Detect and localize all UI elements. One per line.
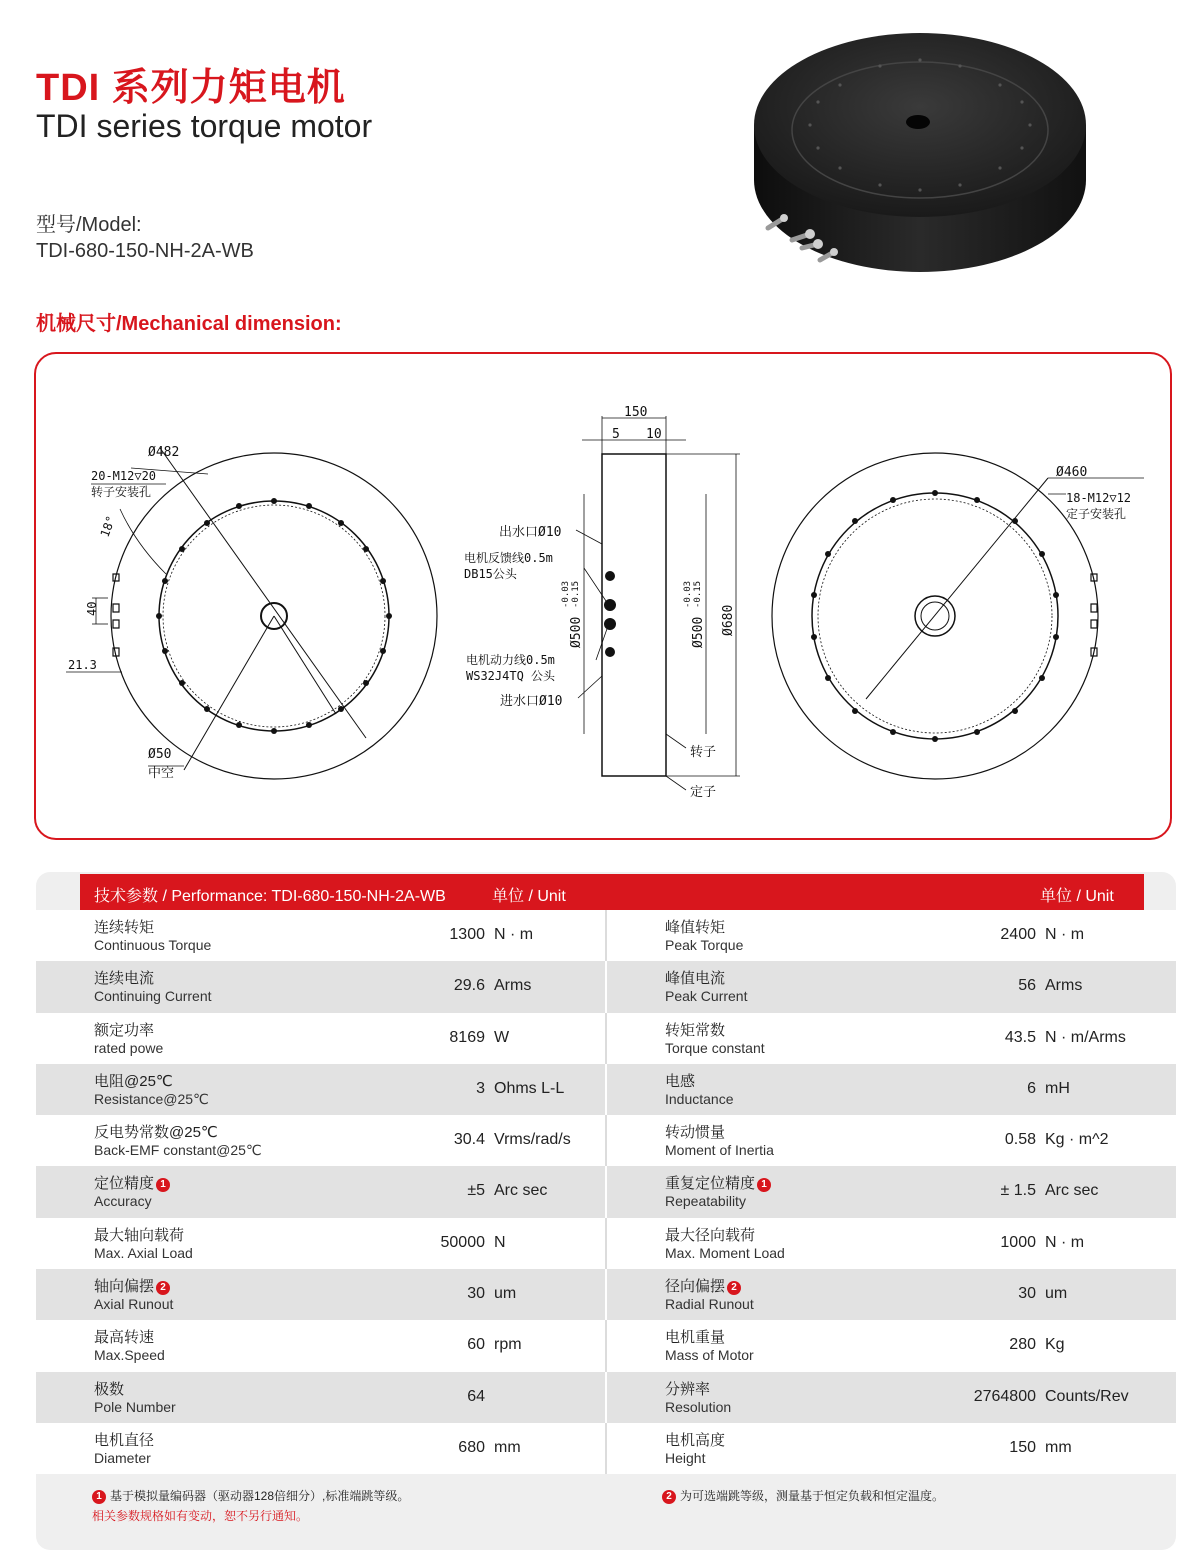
spec-label-cn (94, 1070, 173, 1091)
performance-header (80, 874, 1144, 910)
spec-value: 64 (467, 1387, 485, 1405)
spec-label-cn (665, 1224, 755, 1245)
spec-label-en: Pole Number (94, 1398, 176, 1415)
side-dia-680: Ø680 (721, 604, 736, 636)
spec-label-cn-text: 电机高度 (665, 1431, 726, 1449)
footnote-marker: 1 (757, 1178, 771, 1192)
spec-unit: rpm (494, 1336, 522, 1354)
spec-value: ± 1.5 (1000, 1182, 1036, 1200)
spec-label-cn-text: 极数 (94, 1380, 125, 1398)
table-row (36, 961, 1176, 1012)
spec-unit: mm (494, 1438, 521, 1456)
spec-label-cn-text: 最大径向载荷 (665, 1226, 756, 1244)
spec-cell-right (607, 1269, 1176, 1320)
back-outer-dia: Ø460 (1056, 465, 1088, 480)
spec-label-cn-text: 电机重量 (665, 1329, 726, 1347)
spec-label-cn-text: 峰值电流 (665, 970, 726, 988)
spec-label-cn-text: 峰值转矩 (665, 919, 726, 936)
spec-label-en: Height (665, 1449, 706, 1466)
spec-cell-right (607, 1013, 1176, 1064)
spec-cell-right (607, 1115, 1176, 1166)
stator-holes-label: 定子安装孔 (1066, 507, 1127, 521)
spec-cell-right (607, 1064, 1176, 1115)
spec-label-cn (94, 1378, 124, 1399)
spec-unit: Counts/Rev (1045, 1387, 1129, 1405)
spec-unit: Arms (494, 977, 532, 995)
spec-label-en: Max.Speed (94, 1347, 165, 1364)
rotor-holes-label: 转子安装孔 (91, 485, 152, 499)
spec-value: 30 (467, 1285, 485, 1303)
side-dim-5: 5 (612, 427, 620, 442)
spec-label-cn (665, 1429, 725, 1450)
spec-label-en: Diameter (94, 1449, 151, 1466)
spec-value: 30.4 (453, 1131, 485, 1149)
water-in-label: 进水口Ø10 (500, 694, 563, 709)
spec-value: 29.6 (453, 977, 485, 995)
table-row (36, 1320, 1176, 1371)
spec-cell-left (36, 1423, 605, 1474)
spec-label-cn-text: 电阻@25℃ (94, 1072, 173, 1090)
spec-value: 150 (1009, 1438, 1036, 1456)
side-dim-10: 10 (646, 427, 662, 442)
spec-label-en: Moment of Inertia (665, 1142, 774, 1159)
spec-unit: W (494, 1028, 510, 1046)
spec-value: 1000 (1000, 1233, 1036, 1251)
spec-unit: N · m (494, 926, 534, 943)
spec-unit: Kg · m^2 (1045, 1131, 1109, 1149)
side-dia-500-left: Ø500 (569, 616, 584, 648)
rotor-holes-spec: 20-M12▽20 (91, 469, 157, 483)
spec-value: 680 (458, 1438, 485, 1456)
spec-value: 6 (1027, 1079, 1036, 1097)
footnote-marker: 1 (156, 1178, 170, 1192)
mechanical-dimension-title: 机械尺寸/Mechanical dimension: (36, 313, 342, 335)
spec-label-cn-text: 分辨率 (665, 1380, 711, 1398)
spec-value: 8169 (449, 1028, 485, 1046)
spec-unit: mH (1045, 1079, 1070, 1097)
table-row (36, 1013, 1176, 1064)
spec-label-en: Torque constant (665, 1039, 765, 1056)
table-row (36, 1064, 1176, 1115)
spec-cell-left (36, 1320, 605, 1371)
table-row (36, 1423, 1176, 1474)
spec-cell-left (36, 1166, 605, 1217)
spec-unit: Arms (1045, 977, 1083, 995)
footnote-1-text: 基于模拟量编码器（驱动器128倍细分）,标准端跳等级。 (110, 1489, 410, 1503)
spec-value: 2764800 (973, 1387, 1036, 1405)
spec-value: 1300 (449, 926, 485, 943)
spec-cell-left (36, 961, 605, 1012)
spec-label-cn (94, 916, 154, 937)
spec-unit: N · m (1045, 926, 1085, 943)
spec-label-cn-text: 额定功率 (94, 1021, 155, 1039)
spec-cell-left (36, 1218, 605, 1269)
spec-label-cn (94, 1429, 154, 1450)
page-title: TDI 系列力矩电机 (36, 67, 346, 109)
spec-unit: Kg (1045, 1336, 1065, 1354)
spec-unit: Arc sec (494, 1182, 548, 1200)
spec-cell-right (607, 1372, 1176, 1423)
spec-cell-right (607, 961, 1176, 1012)
spec-label-cn (665, 967, 725, 988)
front-dim-40: 40 (85, 601, 99, 616)
spec-label-cn (665, 1121, 725, 1142)
side-tol-lower-right: -0.15 (693, 580, 703, 608)
spec-value: 0.58 (1004, 1131, 1036, 1149)
feedback-line-label: 电机反馈线0.5m (464, 551, 553, 565)
spec-label-en: Peak Current (665, 988, 748, 1005)
spec-label-cn-text: 定位精度 (94, 1175, 155, 1193)
spec-label-cn (94, 1275, 170, 1296)
spec-cell-left (36, 1269, 605, 1320)
side-view-connectors (604, 571, 616, 657)
spec-unit: mm (1045, 1438, 1072, 1456)
front-outer-dia: Ø482 (148, 445, 180, 460)
spec-label-cn (94, 1172, 170, 1193)
spec-label-cn (94, 1019, 154, 1040)
spec-unit: Ohms L-L (494, 1079, 565, 1097)
spec-value: 60 (467, 1336, 485, 1354)
spec-cell-right (607, 1166, 1176, 1217)
bore-dia: Ø50 (148, 747, 172, 762)
spec-label-cn (94, 967, 154, 988)
feedback-connector-label: DB15公头 (464, 567, 517, 581)
footnote-2 (662, 1487, 944, 1504)
table-row (36, 1115, 1176, 1166)
table-row (36, 1166, 1176, 1217)
spec-label-en: Continuing Current (94, 988, 212, 1005)
spec-cell-right (607, 1423, 1176, 1474)
spec-label-cn-text: 轴向偏摆 (94, 1278, 155, 1296)
unit-header-right: 单位 / Unit (1040, 888, 1114, 905)
water-out-label: 出水口Ø10 (499, 525, 562, 540)
footnote-1 (92, 1487, 409, 1504)
spec-label-cn (94, 1326, 154, 1347)
spec-value: 280 (1009, 1336, 1036, 1354)
side-dia-500-right: Ø500 (691, 616, 706, 648)
spec-cell-left (36, 1064, 605, 1115)
spec-cell-left (36, 910, 605, 961)
footnote-2-text: 为可选端跳等级，测量基于恒定负载和恒定温度。 (680, 1489, 945, 1503)
performance-title: 技术参数 / Performance: TDI-680-150-NH-2A-WB (94, 888, 446, 905)
spec-cell-right (607, 1320, 1176, 1371)
bore-label: 中空 (148, 766, 175, 781)
spec-label-cn-text: 径向偏摆 (665, 1278, 726, 1296)
spec-label-cn (665, 916, 725, 937)
spec-table (36, 910, 1176, 1474)
spec-unit: um (1045, 1285, 1068, 1303)
model-label: 型号/Model: (36, 214, 142, 236)
table-row (36, 1269, 1176, 1320)
spec-label-cn-text: 电感 (665, 1072, 696, 1090)
spec-unit: N · m/Arms (1045, 1028, 1126, 1046)
spec-label-cn-text: 转矩常数 (665, 1021, 726, 1039)
spec-label-cn-text: 连续转矩 (94, 919, 155, 936)
spec-label-en: Repeatability (665, 1193, 746, 1210)
spec-value: 50000 (440, 1233, 485, 1251)
spec-value: 43.5 (1004, 1028, 1036, 1046)
spec-label-en: Radial Runout (665, 1296, 754, 1313)
spec-label-en: rated powe (94, 1039, 164, 1056)
spec-label-en: Back-EMF constant@25℃ (94, 1142, 262, 1159)
spec-value: 3 (476, 1079, 485, 1097)
spec-value: 56 (1018, 977, 1036, 995)
spec-label-en: Resolution (665, 1398, 732, 1415)
spec-label-en: Accuracy (94, 1193, 152, 1210)
stator-holes-spec: 18-M12▽12 (1066, 491, 1132, 505)
unit-header-left: 单位 / Unit (492, 888, 566, 905)
spec-label-en: Resistance@25℃ (94, 1090, 209, 1107)
disclaimer: 相关参数规格如有变动，恕不另行通知。 (92, 1509, 309, 1523)
power-connector-label: WS32J4TQ 公头 (466, 669, 556, 683)
spec-label-cn (665, 1275, 741, 1296)
motor-product-image (750, 30, 1090, 275)
spec-label-en: Peak Torque (665, 937, 744, 953)
footnote-marker: 2 (156, 1281, 170, 1295)
spec-label-cn-text: 转动惯量 (665, 1124, 726, 1142)
table-row (36, 1218, 1176, 1269)
rotor-label: 转子 (690, 745, 717, 760)
spec-label-cn-text: 连续电流 (94, 970, 155, 988)
spec-label-cn (665, 1326, 725, 1347)
spec-unit: Arc sec (1045, 1182, 1099, 1200)
side-width-150: 150 (624, 405, 648, 420)
spec-label-en: Continuous Torque (94, 937, 212, 953)
spec-unit: um (494, 1285, 517, 1303)
spec-label-cn (665, 1378, 710, 1399)
spec-label-cn (665, 1172, 771, 1193)
spec-value: 2400 (1000, 926, 1036, 943)
side-view (576, 416, 740, 790)
footnote-1-marker: 1 (92, 1490, 106, 1504)
spec-label-cn-text: 反电势常数@25℃ (94, 1124, 218, 1142)
page-subtitle: TDI series torque motor (36, 108, 373, 144)
spec-label-cn (94, 1121, 218, 1142)
model-value: TDI-680-150-NH-2A-WB (36, 240, 254, 262)
spec-cell-left (36, 1115, 605, 1166)
spec-label-cn-text: 最大轴向载荷 (94, 1226, 185, 1244)
side-tol-lower-left: -0.15 (571, 580, 581, 608)
spec-label-en: Axial Runout (94, 1296, 174, 1313)
front-dim-213: 21.3 (68, 658, 97, 672)
spec-value: ±5 (467, 1182, 485, 1200)
mechanical-drawing (36, 354, 1170, 838)
spec-value: 30 (1018, 1285, 1036, 1303)
spec-label-cn-text: 最高转速 (94, 1329, 155, 1347)
spec-label-en: Max. Moment Load (665, 1244, 785, 1261)
spec-label-en: Mass of Motor (665, 1347, 754, 1364)
footnote-2-marker: 2 (662, 1490, 676, 1504)
front-angle: 18° (97, 513, 119, 540)
spec-cell-right (607, 1218, 1176, 1269)
spec-cell-right (607, 910, 1176, 961)
stator-label: 定子 (690, 785, 717, 800)
table-row (36, 1372, 1176, 1423)
spec-cell-left (36, 1013, 605, 1064)
spec-label-cn (665, 1019, 725, 1040)
spec-label-cn-text: 重复定位精度 (665, 1175, 756, 1193)
side-tol-upper-right: -0.03 (683, 580, 693, 608)
spec-cell-left (36, 1372, 605, 1423)
spec-unit: Vrms/rad/s (494, 1131, 571, 1149)
spec-label-cn (665, 1070, 695, 1091)
power-line-label: 电机动力线0.5m (466, 653, 555, 667)
side-tol-upper-left: -0.03 (561, 580, 571, 608)
spec-label-en: Inductance (665, 1090, 734, 1107)
spec-unit: N (494, 1233, 506, 1251)
spec-label-cn-text: 电机直径 (94, 1431, 155, 1449)
footnote-marker: 2 (727, 1281, 741, 1295)
spec-unit: N · m (1045, 1233, 1085, 1251)
table-row (36, 910, 1176, 961)
spec-label-cn (94, 1224, 184, 1245)
spec-label-en: Max. Axial Load (94, 1244, 193, 1261)
